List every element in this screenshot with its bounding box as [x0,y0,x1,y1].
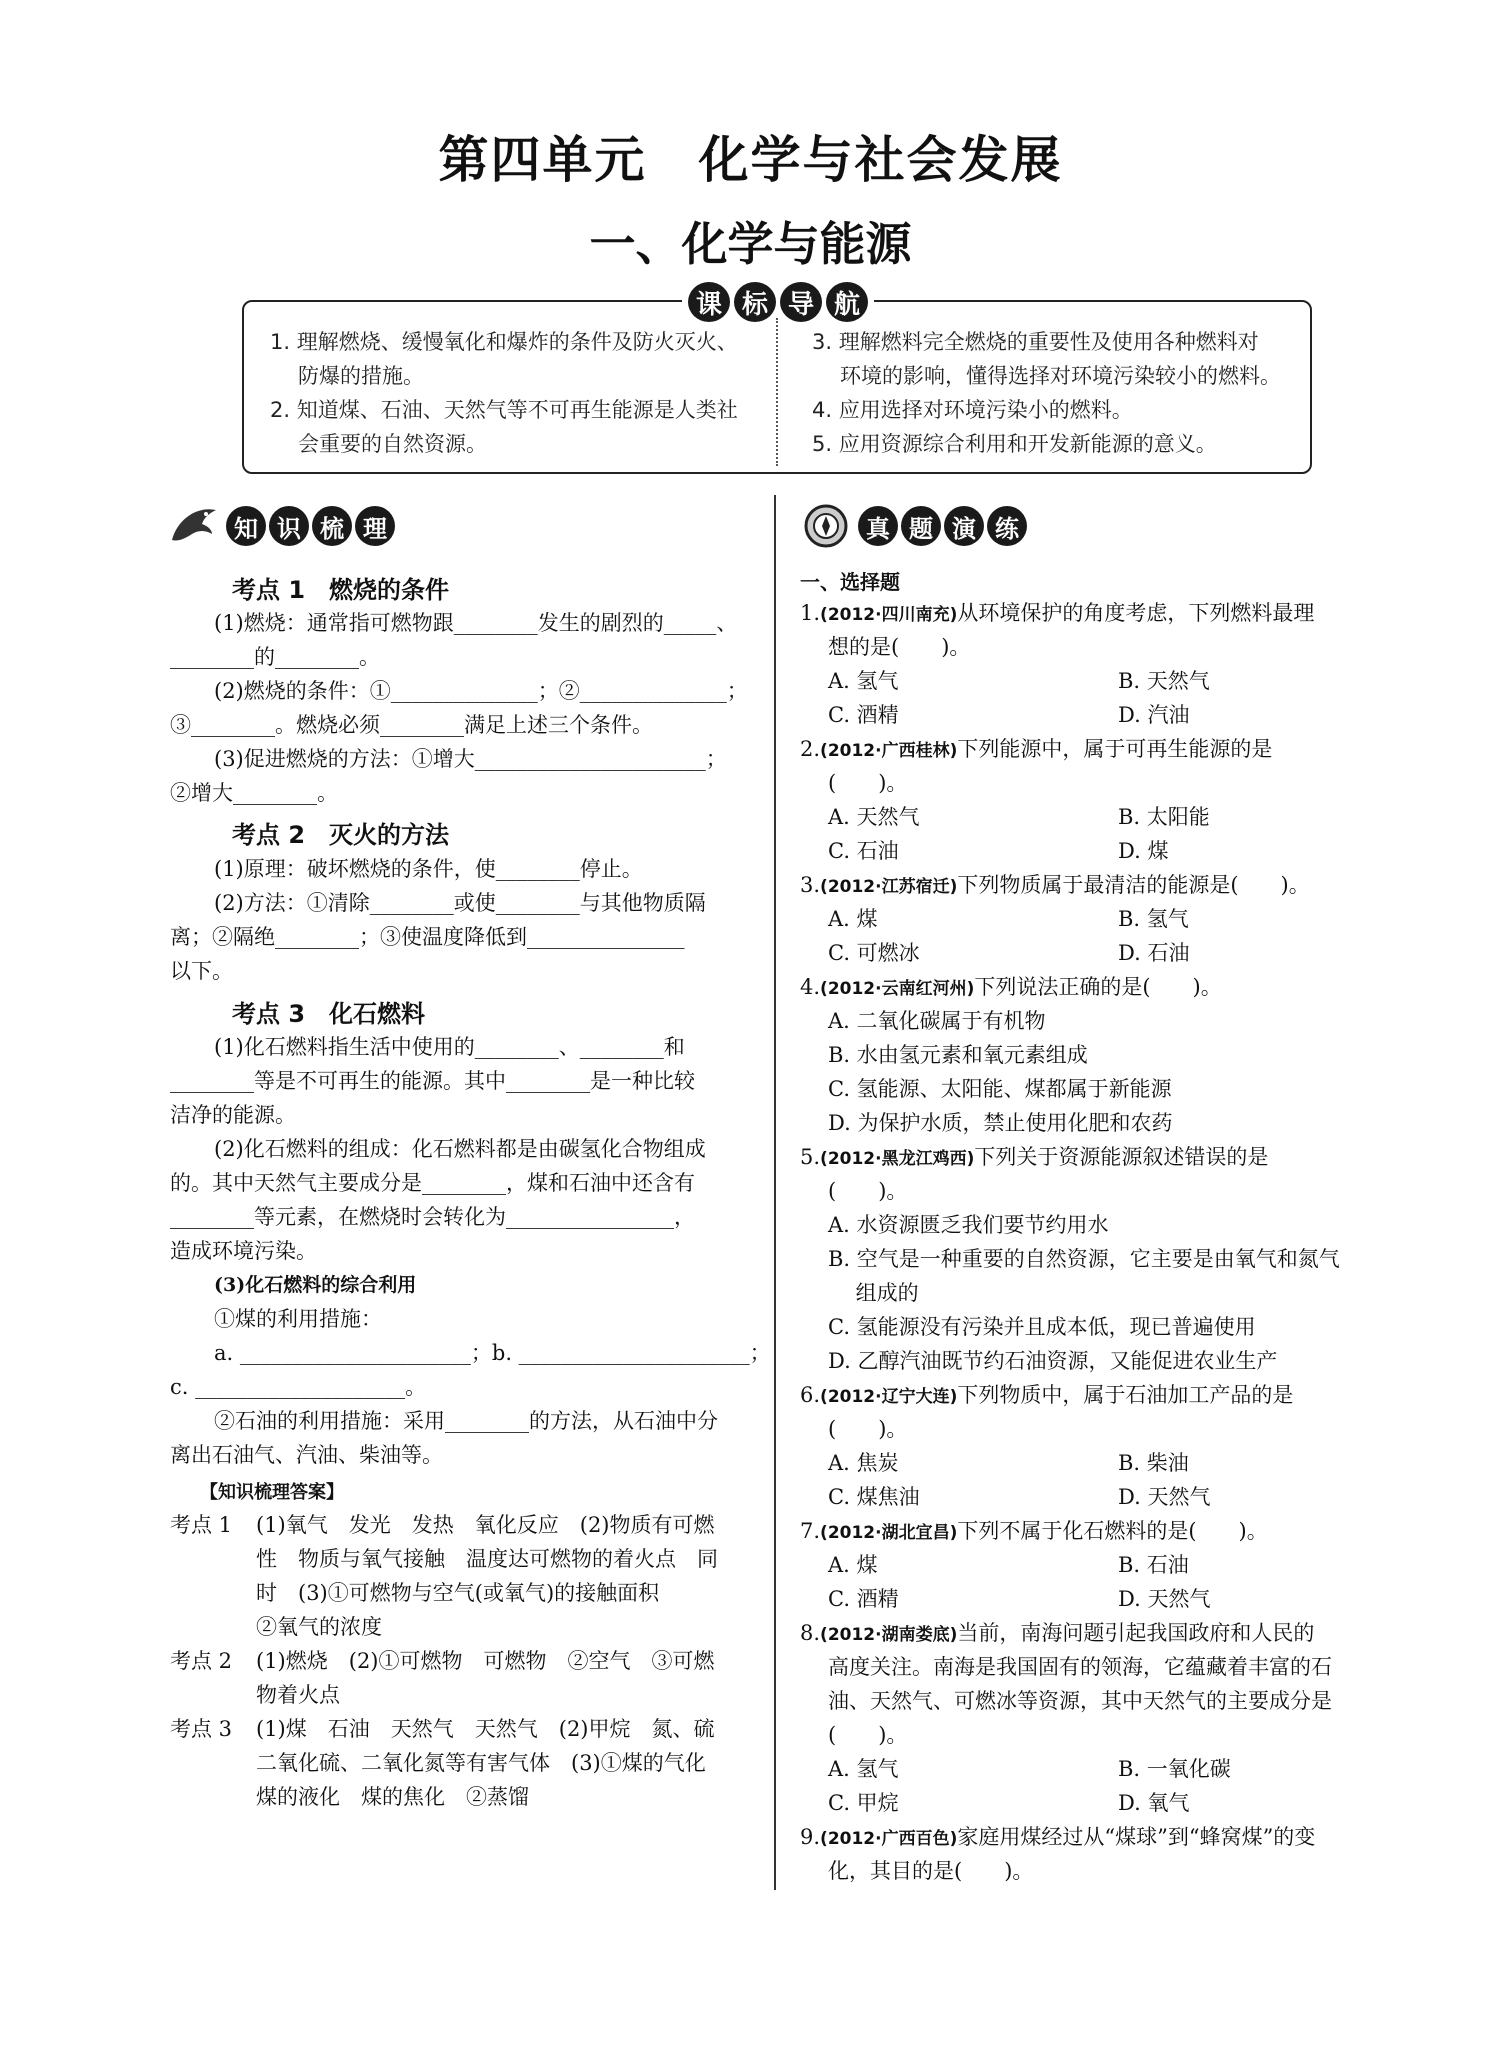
answer-option[interactable]: A. 二氧化碳属于有机物 [828,1009,1046,1033]
question-number: 1. [800,601,821,625]
question-text: 下列说法正确的是( )。 [974,975,1222,999]
question-source: (2012·湖北宜昌) [820,1523,958,1543]
question-source: (2012·辽宁大连) [820,1387,958,1407]
answer-option[interactable]: D. 乙醇汽油既节约石油资源，又能促进农业生产 [828,1349,1278,1373]
kd2-line: (2)方法：①清除________或使________与其他物质隔 [214,891,706,915]
badge-char: 真 [858,506,898,546]
question-text: 下列能源中，属于可再生能源的是 [957,737,1273,761]
knowledge-header [168,500,395,552]
answer-line: (1)燃烧 (2)①可燃物 可燃物 ②空气 ③可燃 [256,1649,715,1673]
column-divider [774,495,776,1890]
answer-line: (1)煤 石油 天然气 天然气 (2)甲烷 氮、硫 [256,1717,715,1741]
kd3-line: a. ______________________；b. ______________________； [214,1341,771,1365]
goal-line: 会重要的自然资源。 [298,432,487,456]
question-source: (2012·云南红河州) [820,979,975,999]
goal-line: 防爆的措施。 [298,364,424,388]
question-stem [800,732,1272,768]
answer-option[interactable]: B. 天然气 [1118,669,1210,693]
question-number: 6. [800,1383,821,1407]
answer-option[interactable]: C. 酒精 [828,1587,899,1611]
answer-option[interactable]: B. 石油 [1118,1553,1189,1577]
answer-line: 物着火点 [256,1683,340,1707]
answer-option[interactable]: C. 煤焦油 [828,1485,920,1509]
answer-option[interactable]: A. 煤 [828,1553,878,1577]
answer-line: 时 (3)①可燃物与空气(或氧气)的接触面积 [256,1581,660,1605]
question-number: 9. [800,1825,821,1849]
question-number: 4. [800,975,821,999]
goal-line: 4. 应用选择对环境污染小的燃料。 [812,398,1133,422]
question-text: ( )。 [828,1179,908,1203]
question-source: (2012·广西百色) [820,1829,958,1849]
kd1-line: ②增大________。 [170,781,338,805]
badge-char: 理 [355,506,395,546]
question-stem [800,1820,1315,1856]
question-text: 家庭用煤经过从“煤球”到“蜂窝煤”的变 [957,1825,1316,1849]
question-text: 从环境保护的角度考虑，下列燃料最理 [957,601,1315,625]
goal-line: 环境的影响，懂得选择对环境污染较小的燃料。 [840,364,1281,388]
question-text: 想的是( )。 [828,635,971,659]
question-text: 当前，南海问题引起我国政府和人民的 [957,1621,1315,1645]
question-stem [800,868,1310,904]
question-text: 高度关注。南海是我国固有的领海，它蕴藏着丰富的石 [828,1655,1332,1679]
badge-char: 识 [269,506,309,546]
goal-line: 3. 理解燃料完全燃烧的重要性及使用各种燃料对 [812,330,1259,354]
kd3-title: 考点 3 化石燃料 [232,1000,426,1028]
kd2-title: 考点 2 灭火的方法 [232,821,450,849]
answer-line: (1)氧气 发光 发热 氧化反应 (2)物质有可燃 [256,1513,715,1537]
answer-option[interactable]: D. 汽油 [1118,703,1190,727]
answer-option[interactable]: B. 柴油 [1118,1451,1189,1475]
answer-label: 考点 1 [170,1513,233,1537]
answer-line: 二氧化硫、二氧化氮等有害气体 (3)①煤的气化 [256,1751,706,1775]
badge-char: 课 [688,282,730,322]
answers-heading: 【知识梳理答案】 [200,1482,344,1503]
goal-line: 2. 知道煤、石油、天然气等不可再生能源是人类社 [270,398,738,422]
answer-option[interactable]: A. 水资源匮乏我们要节约用水 [828,1213,1109,1237]
answer-option[interactable]: A. 煤 [828,907,878,931]
badge-char: 练 [987,506,1027,546]
badge-char: 标 [734,282,776,322]
goals-divider [776,318,778,466]
question-source: (2012·湖南娄底) [820,1625,958,1645]
answer-option[interactable]: C. 石油 [828,839,899,863]
answer-option[interactable]: D. 天然气 [1118,1587,1211,1611]
question-source: (2012·黑龙江鸡西) [820,1149,975,1169]
question-number: 8. [800,1621,821,1645]
question-stem [800,970,1222,1006]
kd1-line: (1)燃烧：通常指可燃物跟________发生的剧烈的_____、 [214,611,738,635]
kd3-line: 离出石油气、汽油、柴油等。 [170,1443,443,1467]
answer-option[interactable]: C. 氢能源没有污染并且成本低，现已普遍使用 [828,1315,1256,1339]
answer-option[interactable]: B. 氢气 [1118,907,1189,931]
kd1-line: ③________。燃烧必须________满足上述三个条件。 [170,713,653,737]
answer-line: 煤的液化 煤的焦化 ②蒸馏 [256,1785,529,1809]
answer-option[interactable]: A. 天然气 [828,805,920,829]
answer-option[interactable]: C. 可燃冰 [828,941,920,965]
badge-char: 梳 [312,506,352,546]
answer-option[interactable]: B. 空气是一种重要的自然资源，它主要是由氧气和氮气 [828,1247,1340,1271]
question-stem [800,1378,1293,1414]
answer-option[interactable]: A. 氢气 [828,669,899,693]
kd1-line: (2)燃烧的条件：①______________；②______________； [214,679,748,703]
badge-char: 知 [226,506,266,546]
answer-option[interactable]: D. 煤 [1118,839,1169,863]
answer-option[interactable]: C. 酒精 [828,703,899,727]
goals-badge [682,282,874,322]
kd3-line: ①煤的利用措施： [214,1307,382,1331]
question-source: (2012·江苏宿迁) [820,877,958,897]
question-text: 化，其目的是( )。 [828,1859,1034,1883]
answer-option[interactable]: A. 氢气 [828,1757,899,1781]
answer-option[interactable]: C. 氢能源、太阳能、煤都属于新能源 [828,1077,1172,1101]
answer-line: 性 物质与氧气接触 温度达可燃物的着火点 同 [256,1547,718,1571]
kd2-line: (1)原理：破坏燃烧的条件，使________停止。 [214,857,643,881]
question-source: (2012·广西桂林) [820,741,958,761]
badge-char: 演 [944,506,984,546]
question-stem [800,1514,1268,1550]
kd3-line: 洁净的能源。 [170,1103,296,1127]
question-text: 下列物质属于最清洁的能源是( )。 [957,873,1310,897]
answer-label: 考点 2 [170,1649,233,1673]
answer-option[interactable]: D. 氧气 [1118,1791,1190,1815]
badge-char: 航 [826,282,868,322]
badge-char: 导 [780,282,822,322]
answer-option[interactable]: B. 太阳能 [1118,805,1210,829]
kd3-line: (3)化石燃料的综合利用 [214,1274,417,1296]
part-heading: 一、选择题 [800,570,900,594]
kd2-line: 离；②隔绝________；③使温度降低到_______________ [170,925,685,949]
answer-option[interactable]: A. 焦炭 [828,1451,899,1475]
question-text: 下列物质中，属于石油加工产品的是 [957,1383,1294,1407]
compass-icon [800,500,852,552]
answer-line: ②氧气的浓度 [256,1615,382,1639]
question-text: 下列不属于化石燃料的是( )。 [957,1519,1268,1543]
question-source: (2012·四川南充) [820,605,958,625]
goal-line: 5. 应用资源综合利用和开发新能源的意义。 [812,432,1217,456]
section-title: 一、化学与能源 [589,217,912,271]
question-text: 下列关于资源能源叙述错误的是 [974,1145,1269,1169]
question-text: ( )。 [828,1417,908,1441]
question-text: 油、天然气、可燃冰等资源，其中天然气的主要成分是 [828,1689,1332,1713]
badge-char: 题 [901,506,941,546]
answer-option[interactable]: B. 一氧化碳 [1118,1757,1231,1781]
kd2-line: 以下。 [170,959,233,983]
question-number: 7. [800,1519,821,1543]
question-number: 2. [800,737,821,761]
kd3-line: 的。其中天然气主要成分是________，煤和石油中还含有 [170,1171,695,1195]
kd3-line: ________等元素，在燃烧时会转化为________________， [170,1205,695,1229]
question-text: ( )。 [828,1723,908,1747]
dolphin-icon [168,500,220,552]
kd1-line: ________的________。 [170,645,380,669]
answer-label: 考点 3 [170,1717,233,1741]
practice-header [800,500,1027,552]
question-stem [800,596,1314,632]
kd1-title: 考点 1 燃烧的条件 [232,576,450,604]
unit-title: 第四单元 化学与社会发展 [438,131,1063,189]
question-stem [800,1616,1314,1652]
kd3-line: ②石油的利用措施：采用________的方法，从石油中分 [214,1409,718,1433]
question-text: ( )。 [828,771,908,795]
answer-option[interactable]: D. 天然气 [1118,1485,1211,1509]
question-number: 5. [800,1145,821,1169]
question-number: 3. [800,873,821,897]
kd3-line: (2)化石燃料的组成：化石燃料都是由碳氢化合物组成 [214,1137,706,1161]
kd3-line: ________等是不可再生的能源。其中________是一种比较 [170,1069,695,1093]
answer-option[interactable]: B. 水由氢元素和氧元素组成 [828,1043,1088,1067]
kd3-line: (1)化石燃料指生活中使用的________、________和 [214,1035,685,1059]
answer-option[interactable]: 组成的 [828,1281,919,1305]
kd1-line: (3)促进燃烧的方法：①增大______________________； [214,747,727,771]
goal-line: 1. 理解燃烧、缓慢氧化和爆炸的条件及防火灭火、 [270,330,738,354]
answer-option[interactable]: C. 甲烷 [828,1791,899,1815]
kd3-line: 造成环境污染。 [170,1239,317,1263]
kd3-line: c. ____________________。 [170,1375,427,1399]
question-stem [800,1140,1268,1176]
answer-option[interactable]: D. 石油 [1118,941,1190,965]
answer-option[interactable]: D. 为保护水质，禁止使用化肥和农药 [828,1111,1173,1135]
